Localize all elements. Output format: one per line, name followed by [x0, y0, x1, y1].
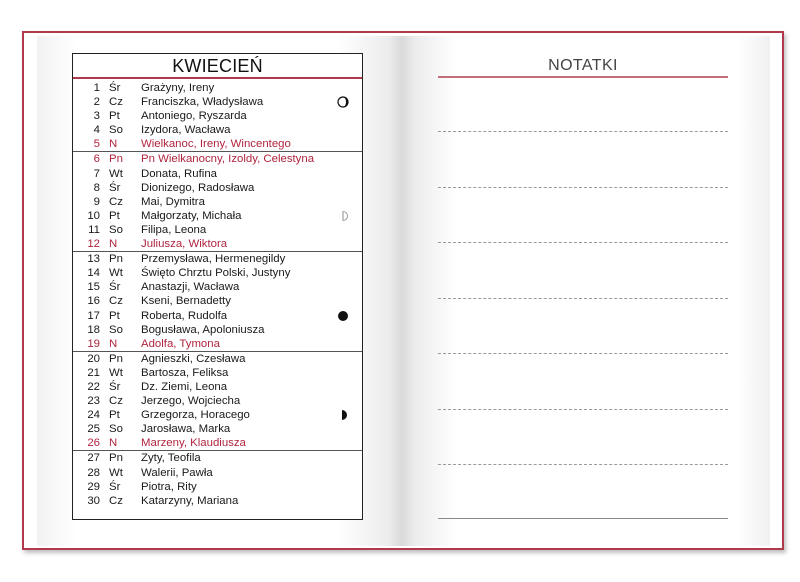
day-number: 29	[87, 480, 100, 493]
weekday: N	[109, 138, 118, 151]
day-number: 15	[87, 281, 100, 294]
notes-title: NOTATKI	[548, 57, 618, 74]
notes-dashed-line	[438, 131, 728, 132]
name-day-names: Małgorzaty, Michała	[141, 209, 242, 222]
name-day-names: Jarosława, Marka	[141, 423, 231, 436]
notes-title-rule	[438, 76, 728, 78]
day-number: 17	[87, 309, 100, 322]
notes-dashed-line	[438, 242, 728, 243]
day-row	[73, 137, 362, 152]
day-number: 28	[87, 466, 100, 479]
day-row	[73, 451, 362, 465]
weekday: Pt	[109, 309, 120, 322]
name-day-names: Bogusława, Apoloniusza	[141, 323, 265, 336]
weekday: So	[109, 223, 123, 236]
weekday: Cz	[109, 494, 123, 507]
name-day-names: Walerii, Pawła	[141, 466, 213, 479]
month-title-rule	[73, 77, 362, 79]
weekday: N	[109, 337, 118, 350]
name-day-names: Mai, Dymitra	[141, 195, 205, 208]
name-day-names: Kseni, Bernadetty	[141, 295, 231, 308]
weekday: Śr	[109, 181, 121, 194]
weekday: Cz	[109, 195, 123, 208]
name-day-names: Przemysława, Hermenegildy	[141, 253, 286, 266]
weekday: Pt	[109, 409, 120, 422]
day-row	[73, 380, 362, 394]
weekday: So	[109, 124, 123, 137]
day-number: 8	[93, 181, 100, 194]
name-day-names: Izydora, Wacława	[141, 124, 231, 137]
day-number: 22	[87, 380, 100, 393]
day-list	[73, 81, 362, 508]
last-quarter-moon-icon	[337, 409, 349, 421]
day-row	[73, 436, 362, 451]
weekday: Wt	[109, 466, 123, 479]
weekday: Wt	[109, 167, 123, 180]
weekday: Śr	[109, 281, 121, 294]
notes-dashed-line	[438, 187, 728, 188]
day-row	[73, 394, 362, 408]
day-number: 14	[87, 267, 100, 280]
day-row	[73, 494, 362, 508]
day-number: 10	[87, 209, 100, 222]
day-row	[73, 123, 362, 137]
new-moon-icon	[337, 310, 349, 322]
day-row	[73, 408, 362, 422]
name-day-names: Zyty, Teofila	[141, 452, 201, 465]
weekday: N	[109, 437, 118, 450]
day-number: 19	[87, 337, 100, 350]
name-day-names: Agnieszki, Czesława	[141, 352, 246, 365]
weekday: Cz	[109, 295, 123, 308]
weekday: N	[109, 238, 118, 251]
day-row	[73, 294, 362, 308]
weekday: So	[109, 423, 123, 436]
name-day-names: Bartosza, Feliksa	[141, 366, 229, 379]
day-row	[73, 337, 362, 352]
notes-dashed-line	[438, 409, 728, 410]
name-day-names: Adolfa, Tymona	[141, 337, 220, 350]
name-day-names: Donata, Rufina	[141, 167, 217, 180]
day-number: 30	[87, 494, 100, 507]
day-number: 26	[87, 437, 100, 450]
day-number: 16	[87, 295, 100, 308]
day-row	[73, 95, 362, 109]
day-row	[73, 466, 362, 480]
day-row	[73, 422, 362, 436]
name-day-names: Franciszka, Władysława	[141, 96, 264, 109]
weekday: Śr	[109, 82, 121, 94]
weekday: Pn	[109, 153, 123, 166]
weekday: Pn	[109, 452, 123, 465]
month-title: KWIECIEŃ	[172, 56, 263, 76]
day-number: 18	[87, 323, 100, 336]
weekday: Śr	[109, 380, 121, 393]
day-number: 6	[93, 153, 100, 166]
weekday: Pt	[109, 209, 120, 222]
name-day-names: Katarzyny, Mariana	[141, 494, 239, 507]
notes-dashed-line	[438, 464, 728, 465]
weekday: Śr	[109, 480, 121, 493]
day-row	[73, 280, 362, 294]
day-number: 24	[87, 409, 100, 422]
weekday: Pn	[109, 253, 123, 266]
weekday: Pn	[109, 352, 123, 365]
day-row	[73, 323, 362, 337]
day-number: 4	[93, 124, 100, 137]
day-number: 13	[87, 253, 100, 266]
name-day-names: Juliusza, Wiktora	[141, 238, 228, 251]
day-row	[73, 480, 362, 494]
weekday: Pt	[109, 110, 120, 123]
day-number: 12	[87, 238, 100, 251]
day-number: 1	[93, 82, 100, 94]
name-day-names: Święto Chrztu Polski, Justyny	[141, 267, 291, 280]
name-day-names: Grażyny, Ireny	[141, 82, 215, 94]
day-number: 3	[93, 110, 100, 123]
name-day-names: Marzeny, Klaudiusza	[141, 437, 246, 450]
day-row	[73, 81, 362, 95]
name-day-names: Antoniego, Ryszarda	[141, 110, 247, 123]
day-row	[73, 309, 362, 323]
day-row	[73, 181, 362, 195]
weekday: Cz	[109, 96, 123, 109]
name-day-names: Pn Wielkanocny, Izoldy, Celestyna	[141, 153, 315, 166]
day-row	[73, 109, 362, 123]
day-row	[73, 223, 362, 237]
full-moon-icon	[337, 210, 349, 222]
day-number: 21	[87, 366, 100, 379]
day-row	[73, 366, 362, 380]
day-number: 11	[88, 223, 100, 236]
day-row	[73, 352, 362, 366]
day-number: 2	[93, 96, 100, 109]
day-row	[73, 167, 362, 181]
day-number: 7	[93, 167, 100, 180]
name-day-names: Wielkanoc, Ireny, Wincentego	[141, 138, 291, 151]
name-day-names: Filipa, Leona	[141, 223, 207, 236]
day-row	[73, 266, 362, 280]
weekday: Wt	[109, 366, 123, 379]
day-row	[73, 252, 362, 266]
day-number: 9	[93, 195, 100, 208]
day-number: 27	[87, 452, 100, 465]
weekday: Wt	[109, 267, 123, 280]
day-row	[73, 209, 362, 223]
name-day-names: Anastazji, Wacława	[141, 281, 240, 294]
day-number: 5	[93, 138, 100, 151]
name-day-names: Grzegorza, Horacego	[141, 409, 250, 422]
weekday: So	[109, 323, 123, 336]
name-day-names: Dz. Ziemi, Leona	[141, 380, 228, 393]
day-number: 23	[87, 395, 100, 408]
notes-dashed-line	[438, 298, 728, 299]
name-day-names: Roberta, Rudolfa	[141, 309, 228, 322]
day-row	[73, 152, 362, 166]
weekday: Cz	[109, 395, 123, 408]
name-day-names: Piotra, Rity	[141, 480, 197, 493]
calendar-page	[72, 53, 363, 520]
first-quarter-moon-icon	[337, 96, 349, 108]
notes-dashed-line	[438, 353, 728, 354]
notes-bottom-line	[438, 518, 728, 519]
name-day-names: Jerzego, Wojciecha	[141, 395, 241, 408]
day-number: 20	[87, 352, 100, 365]
day-row	[73, 237, 362, 252]
name-day-names: Dionizego, Radosława	[141, 181, 255, 194]
day-row	[73, 195, 362, 209]
day-number: 25	[87, 423, 100, 436]
